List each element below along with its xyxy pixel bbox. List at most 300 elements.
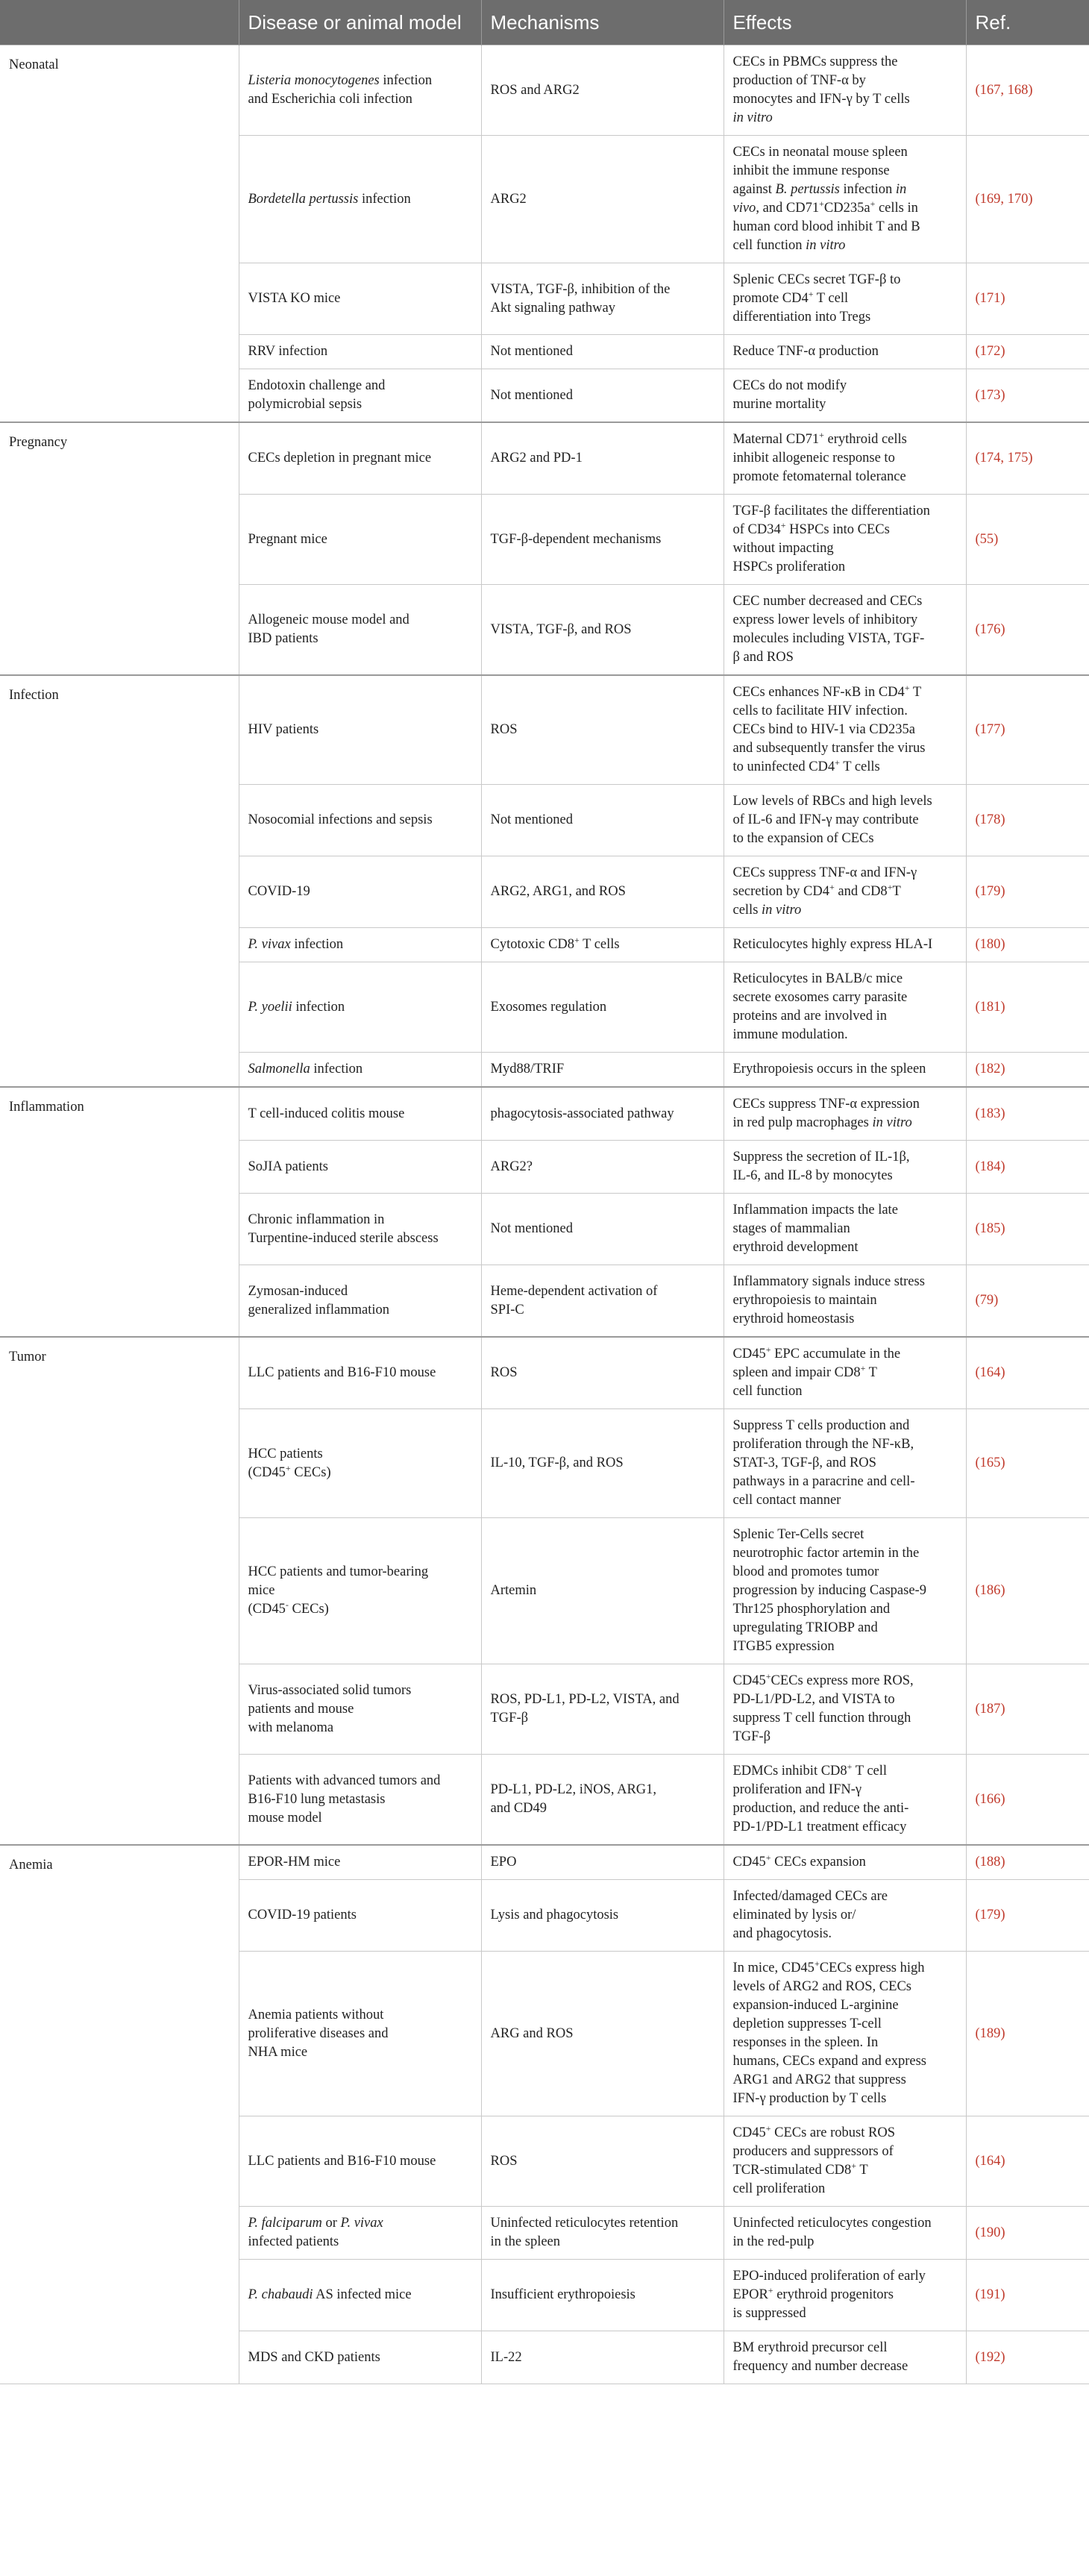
effects-line: expansion-induced L-arginine xyxy=(732,1998,899,2013)
disease-model-line: IBD patients xyxy=(248,631,318,646)
ref-link[interactable]: (167, 168) xyxy=(966,46,1089,136)
disease-model-line: HCC patients and tumor-bearing xyxy=(248,1564,429,1579)
effects-line: spleen and impair CD8+ T xyxy=(732,1362,877,1380)
effects-line: CECs in PBMCs suppress the xyxy=(732,54,898,69)
mechanisms-line: Not mentioned xyxy=(490,1221,573,1236)
mechanisms-cell xyxy=(481,495,724,585)
effects-line: in red pulp macrophages in vitro xyxy=(732,1115,912,1130)
table-row xyxy=(0,1337,1089,1409)
effects-line: Suppress the secretion of IL-1β, xyxy=(732,1150,910,1165)
disease-model-line: Zymosan-induced xyxy=(248,1283,348,1299)
effects-cell xyxy=(724,1337,966,1409)
table-header xyxy=(0,0,1089,46)
mechanisms-cell xyxy=(481,1194,724,1265)
effects-line: TGF-β facilitates the differentiation xyxy=(732,504,930,518)
effects-cell xyxy=(724,962,966,1053)
effects-line: Splenic CECs secret TGF-β to xyxy=(732,272,901,287)
mechanisms-cell xyxy=(481,785,724,856)
effects-line: Thr125 phosphorylation and xyxy=(732,1602,891,1617)
ref-link[interactable]: (190) xyxy=(966,2207,1089,2260)
effects-line: Reduce TNF-α production xyxy=(732,344,879,359)
mechanisms-line: Heme-dependent activation of xyxy=(490,1283,658,1299)
ref-link[interactable]: (169, 170) xyxy=(966,136,1089,263)
disease-model-cell xyxy=(239,46,481,136)
effects-line: IL-6, and IL-8 by monocytes xyxy=(732,1168,893,1183)
effects-cell xyxy=(724,1755,966,1846)
disease-model-line: Allogeneic mouse model and xyxy=(248,612,409,627)
ref-link[interactable]: (181) xyxy=(966,962,1089,1053)
mechanisms-cell xyxy=(481,1664,724,1755)
effects-line: CD45+ EPC accumulate in the xyxy=(732,1344,901,1361)
effects-cell xyxy=(724,1518,966,1664)
disease-model-cell xyxy=(239,2207,481,2260)
effects-line: CD45+ CECs are robust ROS xyxy=(732,2122,895,2140)
effects-line: and subsequently transfer the virus xyxy=(732,741,926,756)
mechanisms-line: TGF-β-dependent mechanisms xyxy=(490,531,662,547)
ref-link[interactable]: (55) xyxy=(966,495,1089,585)
header-ref: Ref. xyxy=(966,0,1089,46)
table-row xyxy=(0,1087,1089,1141)
mechanisms-line: Lysis and phagocytosis xyxy=(490,1908,619,1922)
mechanisms-line: ROS, PD-L1, PD-L2, VISTA, and xyxy=(490,1692,680,1707)
mechanisms-line: PD-L1, PD-L2, iNOS, ARG1, xyxy=(490,1782,657,1797)
disease-model-line: T cell-induced colitis mouse xyxy=(248,1106,405,1121)
ref-link[interactable]: (189) xyxy=(966,1952,1089,2116)
effects-cell xyxy=(724,1087,966,1141)
disease-model-cell xyxy=(239,136,481,263)
ref-link[interactable]: (164) xyxy=(966,1337,1089,1409)
effects-line: express lower levels of inhibitory xyxy=(732,612,918,627)
disease-model-cell xyxy=(239,1880,481,1952)
disease-model-line: B16-F10 lung metastasis xyxy=(248,1791,386,1807)
disease-model-line: generalized inflammation xyxy=(248,1302,390,1317)
effects-cell xyxy=(724,1194,966,1265)
mechanisms-line: ARG2 xyxy=(490,191,527,207)
mechanisms-line: ROS and ARG2 xyxy=(490,82,580,98)
mechanisms-line: Akt signaling pathway xyxy=(490,300,616,316)
mechanisms-line: Artemin xyxy=(490,1583,537,1598)
disease-model-cell xyxy=(239,2260,481,2331)
disease-model-cell xyxy=(239,856,481,928)
disease-model-cell xyxy=(239,263,481,335)
effects-line: frequency and number decrease xyxy=(732,2359,908,2374)
disease-model-cell xyxy=(239,1087,481,1141)
effects-cell xyxy=(724,675,966,785)
effects-cell xyxy=(724,1409,966,1518)
header-effects: Effects xyxy=(724,0,966,46)
disease-model-cell xyxy=(239,1337,481,1409)
effects-line: CECs enhances NF-κB in CD4+ T xyxy=(732,682,922,700)
disease-model-cell xyxy=(239,675,481,785)
disease-model-line: Turpentine-induced sterile abscess xyxy=(248,1230,439,1246)
mechanisms-cell xyxy=(481,856,724,928)
effects-line: Inflammation impacts the late xyxy=(732,1203,898,1218)
disease-model-line: Patients with advanced tumors and xyxy=(248,1773,441,1788)
effects-line: pathways in a paracrine and cell- xyxy=(732,1474,915,1489)
disease-model-line: Virus-associated solid tumors xyxy=(248,1682,412,1698)
mechanisms-cell xyxy=(481,263,724,335)
disease-model-cell xyxy=(239,1141,481,1194)
effects-cell xyxy=(724,1952,966,2116)
disease-model-line: Listeria monocytogenes infection xyxy=(248,73,433,88)
mechanisms-line: VISTA, TGF-β, inhibition of the xyxy=(490,281,671,297)
effects-line: cell function xyxy=(732,1384,803,1399)
effects-cell xyxy=(724,1845,966,1880)
table-body xyxy=(0,46,1089,2384)
effects-line: PD-1/PD-L1 treatment efficacy xyxy=(732,1820,907,1834)
effects-cell xyxy=(724,263,966,335)
category-cell: Anemia xyxy=(0,1845,239,2384)
disease-model-line: NHA mice xyxy=(248,2044,308,2060)
disease-model-line: MDS and CKD patients xyxy=(248,2349,380,2365)
ref-link[interactable]: (179) xyxy=(966,1880,1089,1952)
disease-model-cell xyxy=(239,1194,481,1265)
ref-link[interactable]: (172) xyxy=(966,335,1089,369)
disease-model-cell xyxy=(239,1265,481,1338)
ref-link[interactable]: (185) xyxy=(966,1194,1089,1265)
effects-line: Low levels of RBCs and high levels xyxy=(732,794,932,809)
effects-line: depletion suppresses T-cell xyxy=(732,2016,882,2031)
effects-cell xyxy=(724,2116,966,2207)
effects-cell xyxy=(724,1053,966,1088)
effects-line: EPOR+ erythroid progenitors xyxy=(732,2284,894,2302)
effects-cell xyxy=(724,856,966,928)
mechanisms-line: phagocytosis-associated pathway xyxy=(490,1106,674,1121)
effects-line: HSPCs proliferation xyxy=(732,560,846,574)
effects-line: molecules including VISTA, TGF- xyxy=(732,631,925,646)
effects-line: eliminated by lysis or/ xyxy=(732,1908,856,1922)
disease-model-line: proliferative diseases and xyxy=(248,2025,389,2041)
effects-line: CD45+ CECs expansion xyxy=(732,1852,866,1870)
mechanisms-line: Not mentioned xyxy=(490,387,573,403)
disease-model-line: patients and mouse xyxy=(248,1701,354,1717)
mechanisms-cell xyxy=(481,928,724,962)
effects-line: neurotrophic factor artemin in the xyxy=(732,1546,920,1561)
effects-line: CECs do not modify xyxy=(732,378,847,393)
mechanisms-cell xyxy=(481,1952,724,2116)
effects-line: stages of mammalian xyxy=(732,1221,850,1236)
effects-line: erythroid homeostasis xyxy=(732,1311,855,1326)
effects-cell xyxy=(724,422,966,495)
effects-line: immune modulation. xyxy=(732,1027,848,1042)
effects-cell xyxy=(724,2331,966,2384)
ref-link[interactable]: (173) xyxy=(966,369,1089,423)
effects-line: cell contact manner xyxy=(732,1493,841,1508)
effects-cell xyxy=(724,136,966,263)
effects-line: against B. pertussis infection in xyxy=(732,182,907,197)
mechanisms-cell xyxy=(481,962,724,1053)
effects-cell xyxy=(724,2207,966,2260)
effects-line: cells to facilitate HIV infection. xyxy=(732,703,908,718)
ref-link[interactable]: (186) xyxy=(966,1518,1089,1664)
effects-line: EDMCs inhibit CD8+ T cell xyxy=(732,1761,888,1779)
effects-cell xyxy=(724,495,966,585)
effects-line: blood and promotes tumor xyxy=(732,1564,879,1579)
mechanisms-cell xyxy=(481,2260,724,2331)
mechanisms-cell xyxy=(481,369,724,423)
mechanisms-cell xyxy=(481,1880,724,1952)
effects-cell xyxy=(724,1265,966,1338)
disease-model-line: (CD45+ CECs) xyxy=(248,1462,331,1480)
mechanisms-line: Not mentioned xyxy=(490,344,573,359)
ref-link[interactable]: (178) xyxy=(966,785,1089,856)
disease-model-line: LLC patients and B16-F10 mouse xyxy=(248,2153,436,2169)
disease-model-cell xyxy=(239,928,481,962)
ref-link[interactable]: (182) xyxy=(966,1053,1089,1088)
effects-line: of IL-6 and IFN-γ may contribute xyxy=(732,812,919,827)
ref-link[interactable]: (192) xyxy=(966,2331,1089,2384)
effects-cell xyxy=(724,369,966,423)
disease-model-line: HCC patients xyxy=(248,1446,323,1461)
disease-model-cell xyxy=(239,1755,481,1846)
disease-model-line: Pregnant mice xyxy=(248,531,327,547)
disease-model-cell xyxy=(239,1952,481,2116)
mechanisms-line: Cytotoxic CD8+ T cells xyxy=(490,934,620,952)
ref-link[interactable]: (171) xyxy=(966,263,1089,335)
effects-line: CECs bind to HIV-1 via CD235a xyxy=(732,722,915,737)
mechanisms-line: ROS xyxy=(490,722,518,737)
disease-model-line: SoJIA patients xyxy=(248,1159,328,1174)
header-disease-model: Disease or animal model xyxy=(239,0,481,46)
effects-line: human cord blood inhibit T and B xyxy=(732,219,920,234)
disease-model-line: (CD45- CECs) xyxy=(248,1599,329,1617)
effects-line: suppress T cell function through xyxy=(732,1711,911,1726)
disease-model-line: HIV patients xyxy=(248,722,319,737)
disease-model-line: P. chabaudi AS infected mice xyxy=(248,2287,412,2302)
header-category xyxy=(0,0,239,46)
effects-line: murine mortality xyxy=(732,397,826,412)
disease-model-line: P. falciparum or P. vivax xyxy=(248,2216,383,2231)
effects-line: is suppressed xyxy=(732,2306,806,2321)
effects-line: in vitro xyxy=(732,110,773,125)
mechanisms-cell xyxy=(481,2207,724,2260)
disease-model-line: infected patients xyxy=(248,2234,339,2249)
mechanisms-line: in the spleen xyxy=(490,2234,561,2249)
disease-model-cell xyxy=(239,785,481,856)
mechanisms-line: ROS xyxy=(490,1365,518,1380)
mechanisms-cell xyxy=(481,1265,724,1338)
effects-line: Splenic Ter-Cells secret xyxy=(732,1527,864,1542)
effects-line: producers and suppressors of xyxy=(732,2144,894,2159)
table-row xyxy=(0,675,1089,785)
mechanisms-line: ARG and ROS xyxy=(490,2025,574,2041)
effects-line: upregulating TRIOBP and xyxy=(732,1620,878,1635)
effects-line: Reticulocytes in BALB/c mice xyxy=(732,971,903,986)
category-cell: Tumor xyxy=(0,1337,239,1845)
disease-model-line: polymicrobial sepsis xyxy=(248,397,363,412)
effects-line: erythropoiesis to maintain xyxy=(732,1293,877,1308)
effects-line: responses in the spleen. In xyxy=(732,2035,879,2050)
disease-model-line: Chronic inflammation in xyxy=(248,1212,385,1227)
effects-line: cell proliferation xyxy=(732,2181,826,2196)
ref-link[interactable]: (164) xyxy=(966,2116,1089,2207)
effects-line: humans, CECs expand and express xyxy=(732,2054,926,2069)
effects-cell xyxy=(724,1880,966,1952)
effects-cell xyxy=(724,785,966,856)
mechanisms-line: ROS xyxy=(490,2153,518,2169)
effects-line: CECs suppress TNF-α expression xyxy=(732,1097,920,1112)
disease-model-line: EPOR-HM mice xyxy=(248,1855,341,1870)
effects-line: TGF-β xyxy=(732,1729,771,1744)
ref-link[interactable]: (165) xyxy=(966,1409,1089,1518)
effects-line: to the expansion of CECs xyxy=(732,831,874,846)
ref-link[interactable]: (188) xyxy=(966,1845,1089,1880)
disease-model-cell xyxy=(239,495,481,585)
ref-link[interactable]: (174, 175) xyxy=(966,422,1089,495)
ref-link[interactable]: (187) xyxy=(966,1664,1089,1755)
disease-model-cell xyxy=(239,422,481,495)
effects-line: STAT-3, TGF-β, and ROS xyxy=(732,1455,876,1470)
disease-model-cell xyxy=(239,1518,481,1664)
effects-line: inhibit allogeneic response to xyxy=(732,451,895,466)
mechanisms-cell xyxy=(481,1087,724,1141)
mechanisms-line: Uninfected reticulocytes retention xyxy=(490,2216,679,2231)
mechanisms-cell xyxy=(481,1337,724,1409)
disease-model-cell xyxy=(239,1664,481,1755)
effects-line: in the red-pulp xyxy=(732,2234,815,2249)
mechanisms-cell xyxy=(481,335,724,369)
disease-model-cell xyxy=(239,585,481,676)
effects-line: Inflammatory signals induce stress xyxy=(732,1274,925,1289)
effects-line: proliferation and IFN-γ xyxy=(732,1782,862,1797)
effects-line: CEC number decreased and CECs xyxy=(732,594,923,609)
disease-model-cell xyxy=(239,369,481,423)
effects-cell xyxy=(724,1664,966,1755)
ref-link[interactable]: (184) xyxy=(966,1141,1089,1194)
effects-line: CECs in neonatal mouse spleen xyxy=(732,145,908,160)
effects-line: erythroid development xyxy=(732,1240,859,1255)
effects-line: to uninfected CD4+ T cells xyxy=(732,756,880,774)
effects-line: proteins and are involved in xyxy=(732,1009,888,1024)
effects-line: monocytes and IFN-γ by T cells xyxy=(732,92,910,107)
effects-line: ARG1 and ARG2 that suppress xyxy=(732,2072,906,2087)
effects-line: In mice, CD45+CECs express high xyxy=(732,1958,925,1975)
mechanisms-line: Myd88/TRIF xyxy=(490,1062,565,1077)
disease-model-line: mouse model xyxy=(248,1810,322,1826)
effects-line: secrete exosomes carry parasite xyxy=(732,990,908,1005)
effects-line: ITGB5 expression xyxy=(732,1639,835,1654)
table-row xyxy=(0,1845,1089,1880)
effects-line: EPO-induced proliferation of early xyxy=(732,2269,926,2284)
mechanisms-cell xyxy=(481,422,724,495)
effects-cell xyxy=(724,335,966,369)
disease-model-line: Anemia patients without xyxy=(248,2007,384,2022)
disease-model-line: CECs depletion in pregnant mice xyxy=(248,451,432,466)
effects-line: β and ROS xyxy=(732,650,794,665)
effects-line: production, and reduce the anti- xyxy=(732,1801,909,1816)
disease-model-line: Endotoxin challenge and xyxy=(248,378,386,393)
disease-model-cell xyxy=(239,2331,481,2384)
ref-link[interactable]: (191) xyxy=(966,2260,1089,2331)
mechanisms-cell xyxy=(481,1845,724,1880)
disease-model-line: COVID-19 xyxy=(248,884,310,899)
ref-link[interactable]: (183) xyxy=(966,1087,1089,1141)
mechanisms-line: and CD49 xyxy=(490,1801,547,1816)
effects-line: progression by inducing Caspase-9 xyxy=(732,1583,926,1598)
mechanisms-line: ARG2? xyxy=(490,1159,533,1174)
header-row xyxy=(0,0,1089,46)
disease-model-cell xyxy=(239,1053,481,1088)
effects-line: CECs suppress TNF-α and IFN-γ xyxy=(732,865,917,880)
effects-line: TCR-stimulated CD8+ T xyxy=(732,2160,868,2178)
effects-line: Suppress T cells production and xyxy=(732,1418,910,1433)
effects-cell xyxy=(724,928,966,962)
disease-model-line: LLC patients and B16-F10 mouse xyxy=(248,1365,436,1380)
effects-line: Infected/damaged CECs are xyxy=(732,1889,888,1904)
effects-line: inhibit the immune response xyxy=(732,163,890,178)
effects-line: CD45+CECs express more ROS, xyxy=(732,1670,914,1688)
disease-model-line: mice xyxy=(248,1583,275,1598)
mechanisms-line: Exosomes regulation xyxy=(490,999,607,1015)
effects-line: vivo, and CD71+CD235a+ cells in xyxy=(732,198,918,216)
ref-link[interactable]: (179) xyxy=(966,856,1089,928)
mechanisms-cell xyxy=(481,1755,724,1846)
effects-cell xyxy=(724,46,966,136)
mechanisms-line: ARG2, ARG1, and ROS xyxy=(490,884,626,899)
disease-model-line: and Escherichia coli infection xyxy=(248,92,412,107)
ref-link[interactable]: (79) xyxy=(966,1265,1089,1338)
table-row xyxy=(0,46,1089,136)
category-cell: Pregnancy xyxy=(0,422,239,675)
table-row xyxy=(0,422,1089,495)
effects-line: without impacting xyxy=(732,541,834,556)
effects-line: secretion by CD4+ and CD8+T xyxy=(732,881,901,899)
effects-line: PD-L1/PD-L2, and VISTA to xyxy=(732,1692,895,1707)
mechanisms-line: SPI-C xyxy=(490,1302,524,1317)
effects-line: Uninfected reticulocytes congestion xyxy=(732,2216,932,2231)
ref-link[interactable]: (176) xyxy=(966,585,1089,676)
mechanisms-cell xyxy=(481,2331,724,2384)
mechanisms-cell xyxy=(481,2116,724,2207)
header-mechanisms: Mechanisms xyxy=(481,0,724,46)
effects-line: differentiation into Tregs xyxy=(732,310,871,325)
mechanisms-line: Not mentioned xyxy=(490,812,573,827)
effects-line: Maternal CD71+ erythroid cells xyxy=(732,429,907,447)
ref-link[interactable]: (177) xyxy=(966,675,1089,785)
effects-line: promote CD4+ T cell xyxy=(732,288,849,306)
disease-model-cell xyxy=(239,962,481,1053)
effects-line: proliferation through the NF-κB, xyxy=(732,1437,914,1452)
ref-link[interactable]: (180) xyxy=(966,928,1089,962)
effects-cell xyxy=(724,585,966,676)
mechanisms-cell xyxy=(481,1409,724,1518)
mechanisms-line: TGF-β xyxy=(490,1711,529,1726)
ref-link[interactable]: (166) xyxy=(966,1755,1089,1846)
mechanisms-line: VISTA, TGF-β, and ROS xyxy=(490,621,632,637)
effects-line: and phagocytosis. xyxy=(732,1926,832,1941)
mechanisms-cell xyxy=(481,1053,724,1088)
effects-line: levels of ARG2 and ROS, CECs xyxy=(732,1979,911,1994)
effects-line: cells in vitro xyxy=(732,903,802,918)
disease-model-cell xyxy=(239,1409,481,1518)
mechanisms-cell xyxy=(481,675,724,785)
disease-model-cell xyxy=(239,335,481,369)
effects-line: cell function in vitro xyxy=(732,238,846,253)
mechanisms-line: IL-10, TGF-β, and ROS xyxy=(490,1455,624,1470)
disease-model-line: RRV infection xyxy=(248,344,328,359)
effects-line: BM erythroid precursor cell xyxy=(732,2340,888,2355)
disease-model-line: Nosocomial infections and sepsis xyxy=(248,812,433,827)
mechanisms-cell xyxy=(481,585,724,676)
effects-line: of CD34+ HSPCs into CECs xyxy=(732,519,890,537)
disease-model-cell xyxy=(239,2116,481,2207)
mechanisms-cell xyxy=(481,46,724,136)
effects-line: production of TNF-α by xyxy=(732,73,866,88)
disease-model-line: Salmonella infection xyxy=(248,1062,363,1077)
mechanisms-line: ARG2 and PD-1 xyxy=(490,451,583,466)
effects-cell xyxy=(724,2260,966,2331)
effects-line: IFN-γ production by T cells xyxy=(732,2091,887,2106)
